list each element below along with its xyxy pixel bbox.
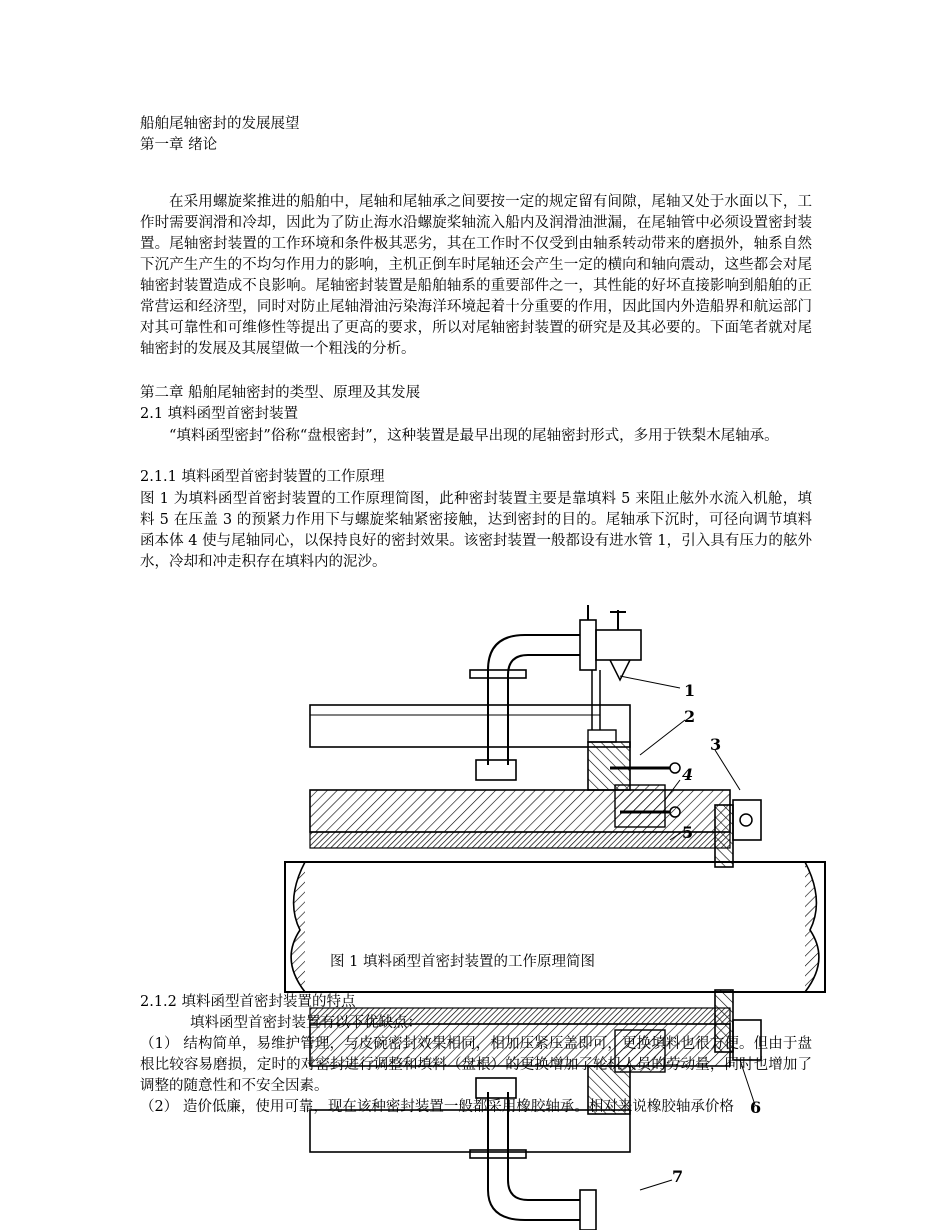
figure-caption: 图 1 填料函型首密封装置的工作原理简图 [330, 954, 595, 970]
section-2-1-2-intro: 填料函型首密封装置有以下优缺点： [190, 1015, 422, 1031]
stern-seal-diagram [270, 580, 840, 1230]
section-2-1-paragraph: “填料函型密封”俗称“盘根密封”，这种装置是最早出现的尾轴密封形式，多用于铁梨木尾轴承。 [169, 428, 779, 444]
chapter-2-heading: 第二章 船舶尾轴密封的类型、原理及其发展 [140, 385, 421, 401]
chapter-1-heading: 第一章 绪论 [140, 137, 218, 153]
part-label-3: 3 [710, 735, 722, 754]
section-2-1-heading: 2.1 填料函型首密封装置 [140, 406, 299, 422]
feature-item-1: （1） 结构简单，易维护管理，与皮碗密封效果相同，相加压紧压盖即可，更换填料也很方便。但由于盘根比较容易磨损，定时的对密封进行调整和填料（盘根）的更换增加了轮机人员的劳动量，同时也增加了调整的随意性和不安全因素。 [140, 1036, 812, 1094]
part-label-1: 1 [684, 681, 696, 700]
feature-item-2: （2） 造价低廉，使用可靠，现在该种密封装置一般都采用橡胶轴承。相对来说橡胶轴承价格 [140, 1099, 734, 1115]
section-2-1-1-paragraph: 图 1 为填料函型首密封装置的工作原理简图，此种密封装置主要是靠填料 5 来阻止舷外水流入机舱，填料 5 在压盖 3 的预紧力作用下与螺旋桨轴紧密接触，达到密封的目的。尾轴承下沉时，可径向调节填料函本体 4 使与尾轴同心，以保持良好的密封效果。该密封装置一般都设有进水管 1，引入具有压力的舷外水，冷却和冲走积存在填料内的泥沙。 [140, 491, 812, 570]
part-label-6: 6 [750, 1098, 762, 1117]
part-label-4: 4 [682, 765, 694, 784]
document-title: 船舶尾轴密封的发展展望 [140, 116, 300, 132]
section-2-1-2-heading: 2.1.2 填料函型首密封装置的特点 [140, 994, 356, 1010]
section-2-1-1-heading: 2.1.1 填料函型首密封装置的工作原理 [140, 469, 385, 485]
part-label-2: 2 [684, 707, 696, 726]
part-label-7: 7 [672, 1167, 684, 1186]
part-label-5: 5 [682, 823, 694, 842]
intro-paragraph: 在采用螺旋桨推进的船舶中，尾轴和尾轴承之间要按一定的规定留有间隙，尾轴又处于水面以下，工作时需要润滑和冷却，因此为了防止海水沿螺旋桨轴流入船内及润滑油泄漏，在尾轴管中必须设置密封装置。尾轴密封装置的工作环境和条件极其恶劣，其在工作时不仅受到由轴系转动带来的磨损外，轴系自然下沉产生产生的不均匀作用力的影响，主机正倒车时尾轴还会产生一定的横向和轴向震动，这些都会对尾轴密封装置造成不良影响。尾轴密封装置是船舶轴系的重要部件之一，其性能的好坏直接影响到船舶的正常营运和经济型，同时对防止尾轴滑油污染海洋环境起着十分重要的作用，因此国内外造船界和航运部门对其可靠性和可维修性等提出了更高的要求，所以对尾轴密封装置的研究是及其必要的。下面笔者就对尾轴密封的发展及其展望做一个粗浅的分析。 [140, 194, 812, 357]
